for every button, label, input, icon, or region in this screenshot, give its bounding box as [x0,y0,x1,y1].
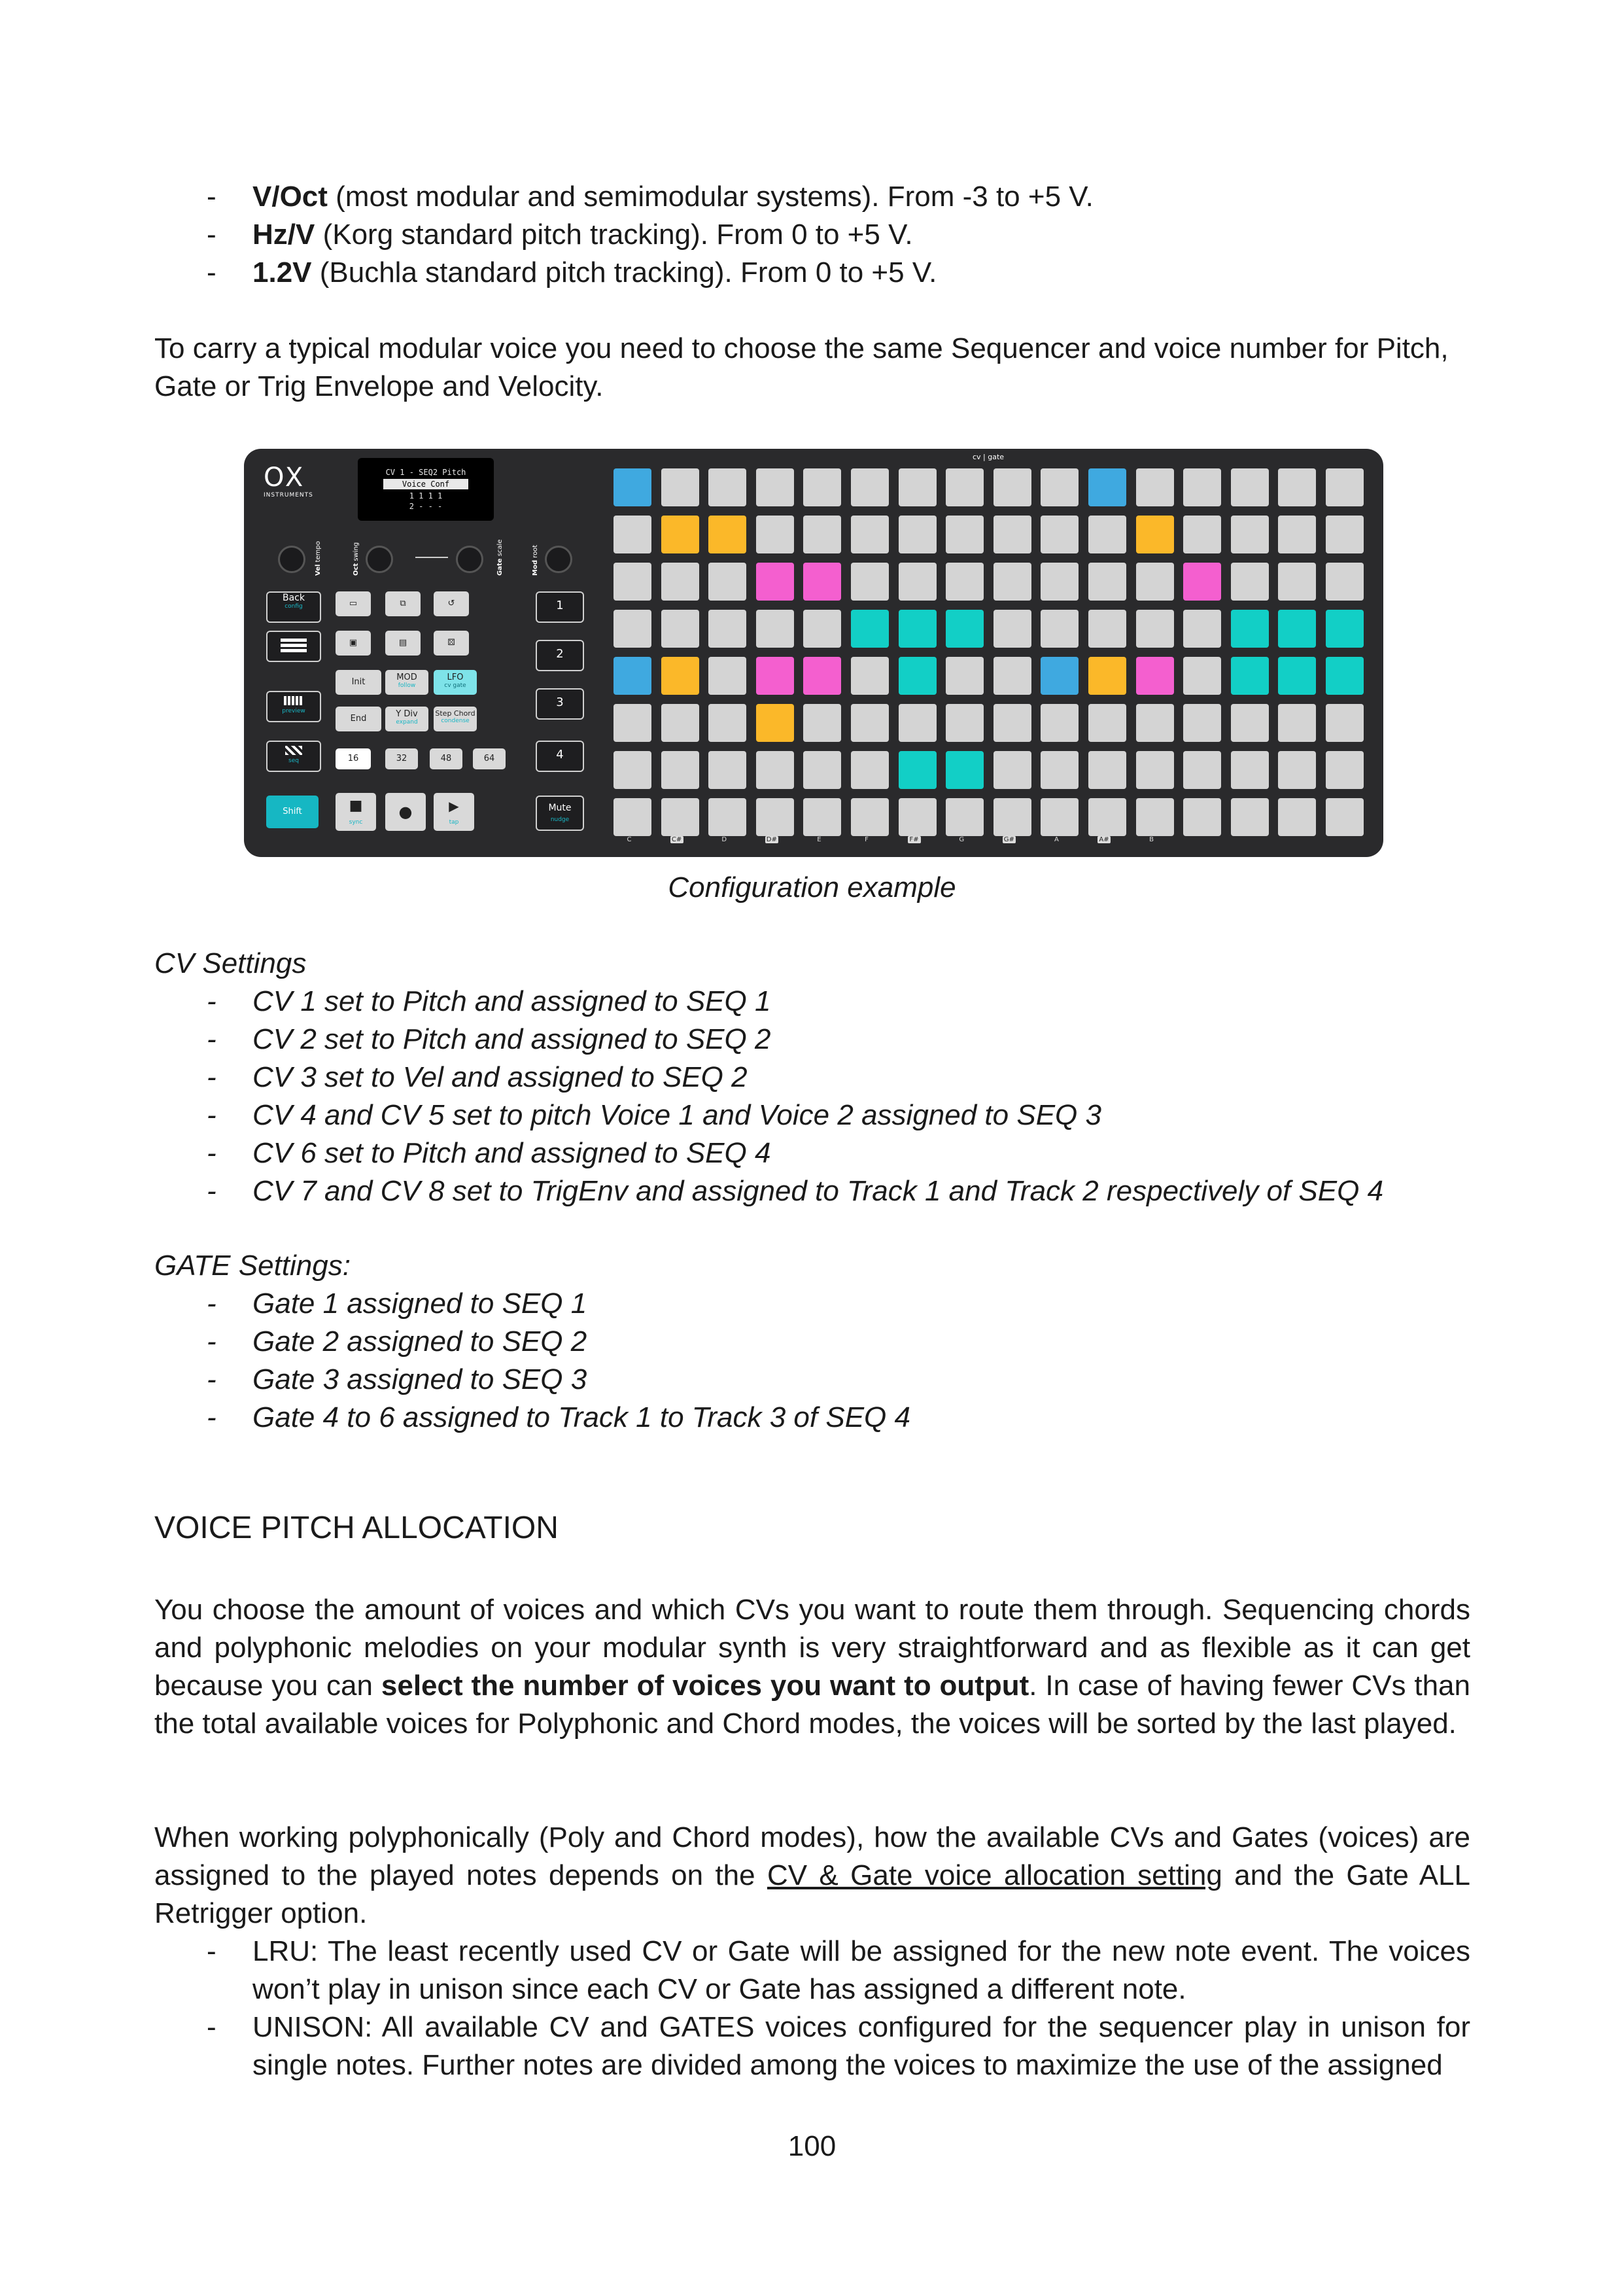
grid-pad[interactable] [946,468,984,506]
grid-pad[interactable] [756,798,794,836]
length-32-button[interactable]: 32 [385,748,418,769]
gate-settings-title: GATE Settings: [154,1250,351,1282]
grid-pad[interactable] [613,798,651,836]
grid-pad[interactable] [708,563,746,601]
bullet-dash: - [207,1363,216,1395]
paragraph-polyphonic: When working polyphonically (Poly and Chord modes), how the available CVs and Gates (voices) are assigned to the played notes depends on the CV & Gate voice allocation setting and the Gate ALL Retrigger option. [154,1821,1471,1929]
list-item-text: Gate 2 assigned to SEQ 2 [252,1325,587,1358]
grid-pad[interactable] [756,704,794,742]
note-label: G [959,836,965,843]
note-label: A# [1097,836,1111,843]
bullet-dash: - [207,1061,216,1093]
screen-line: 2 - - - [409,502,443,511]
note-label: A [1054,836,1059,843]
grid-pad[interactable] [1041,657,1079,695]
list-item-text: Gate 4 to 6 assigned to Track 1 to Track 3 of SEQ 4 [252,1401,910,1433]
preview-button[interactable]: preview [266,691,321,722]
grid-pad[interactable] [613,704,651,742]
knob-divider [415,557,448,558]
bullet-dash: - [207,219,216,251]
grid-pad[interactable] [1136,563,1174,601]
list-item-text: CV 7 and CV 8 set to TrigEnv and assigned to Track 1 and Track 2 respectively of SEQ 4 [252,1175,1384,1207]
allocation-setting-link[interactable]: CV & Gate voice allocation setting [767,1859,1222,1891]
ox-logo [264,463,313,499]
random-button[interactable] [434,631,469,656]
grid-pad[interactable] [1041,468,1079,506]
grid-pad[interactable] [1136,516,1174,553]
shift-button[interactable]: Shift [266,796,319,828]
grid-pad[interactable] [899,657,937,695]
seq-1-button[interactable]: 1 [536,591,584,623]
intro-paragraph: To carry a typical modular voice you need to choose the same Sequencer and voice number for Pitch, Gate or Trig Envelope and Velocity. [154,332,1449,402]
grid-pad[interactable] [1326,563,1364,601]
grid-pad[interactable] [946,798,984,836]
list-item-text: CV 6 set to Pitch and assigned to SEQ 4 [252,1137,771,1169]
grid-pad[interactable] [1278,704,1316,742]
note-label: C [627,836,632,843]
grid-pad[interactable] [1088,657,1126,695]
grid-pad[interactable] [1278,751,1316,789]
save-button[interactable] [336,631,371,656]
grid-pad[interactable] [756,468,794,506]
seq-button[interactable]: seq [266,741,321,772]
copy-button[interactable] [385,591,421,616]
grid-pad[interactable] [756,563,794,601]
grid-pad[interactable] [1088,563,1126,601]
grid-pad[interactable] [993,798,1031,836]
bold-phrase: select the number of voices you want to output [381,1670,1029,1702]
note-label: F# [908,836,921,843]
piano-icon [284,696,303,705]
record-button[interactable] [385,793,426,831]
stop-icon: ■ [349,797,363,814]
grid-pad[interactable] [851,657,889,695]
grid-pad[interactable] [661,704,699,742]
grid-pad[interactable] [1088,798,1126,836]
list-item-text: Gate 1 assigned to SEQ 1 [252,1288,587,1320]
section-heading: VOICE PITCH ALLOCATION [154,1511,559,1545]
grid-pad[interactable] [993,563,1031,601]
grid-pad[interactable] [1231,563,1269,601]
undo-icon: ↺ [447,599,455,608]
record-icon: ● [398,803,413,821]
grid-pad[interactable] [613,657,651,695]
grid-pad[interactable] [661,798,699,836]
grid-pad[interactable] [708,516,746,553]
grid-pad[interactable] [661,751,699,789]
grid-pad[interactable] [1278,563,1316,601]
save-icon: ▣ [349,638,358,648]
bullet-dash: - [207,1401,216,1433]
grid-pad[interactable] [1136,704,1174,742]
grid-pad[interactable] [803,563,841,601]
grid-pad[interactable] [1183,751,1221,789]
grid-pad[interactable] [803,468,841,506]
bullet-text: UNISON: All available CV and GATES voices configured for the sequencer play in unison for single notes. Further notes are divided among the voices to maximize the use of the assigned [252,2011,1470,2081]
grid-pad[interactable] [946,563,984,601]
dice-icon: ⚄ [447,638,455,648]
paste-icon: ▤ [398,638,407,648]
grid-pad[interactable] [613,563,651,601]
length-16-button[interactable]: 16 [336,748,371,769]
grid-pad[interactable] [756,751,794,789]
seq-4-button[interactable]: 4 [536,741,584,772]
grid-pad[interactable] [1326,704,1364,742]
grid-pad[interactable] [803,610,841,648]
grid-pad[interactable] [1041,751,1079,789]
screen-line: CV 1 - SEQ2 Pitch [385,468,466,477]
paragraph-voices: You choose the amount of voices and which CVs you want to route them through. Sequencing chords and polyphonic melodies on your modular synth is very straightforward and as flexible as it can get because you can select the number of voices you want to output. In case of having fewer CVs than the total available voices for Polyphonic and Chord modes, the voices will be sorted by the last played. [154,1594,1470,1740]
knob-label: Oct swing [353,542,360,576]
grid-pad[interactable] [993,468,1031,506]
grid-pad[interactable] [803,798,841,836]
grid-pad[interactable] [1183,468,1221,506]
bullet-dash: - [207,1023,216,1055]
grid-pad[interactable] [946,516,984,553]
bullet-dash: - [207,1288,216,1320]
note-label: E [817,836,821,843]
grid-pad[interactable] [661,610,699,648]
grid-pad[interactable] [1231,468,1269,506]
grid-pad[interactable] [1231,798,1269,836]
note-label: D# [766,836,777,843]
grid-pad[interactable] [1183,657,1221,695]
grid-pad[interactable] [1041,798,1079,836]
stop-button[interactable]: ■ sync [336,793,376,831]
length-64-button[interactable]: 64 [473,748,506,769]
grid-pad[interactable] [899,704,937,742]
figure-caption: Configuration example [668,871,956,903]
grid-pad[interactable] [1326,798,1364,836]
bullet-dash: - [207,1137,216,1169]
list-item-text: CV 2 set to Pitch and assigned to SEQ 2 [252,1023,771,1055]
grid-pad[interactable] [708,657,746,695]
grid-pad[interactable] [1326,468,1364,506]
grid-pad[interactable] [851,798,889,836]
bullet-term: Hz/V [252,219,315,251]
seq-icon [285,746,302,755]
bullet-dash: - [207,985,216,1017]
bullet-text: (Korg standard pitch tracking). From 0 to +5 V. [315,219,913,251]
list-item-text: CV 1 set to Pitch and assigned to SEQ 1 [252,985,771,1017]
list-item-text: CV 4 and CV 5 set to pitch Voice 1 and Voice 2 assigned to SEQ 3 [252,1099,1101,1131]
grid-pad[interactable] [1278,657,1316,695]
mod-button[interactable]: MOD follow [385,670,428,695]
grid-pad[interactable] [1278,798,1316,836]
grid-pad[interactable] [851,751,889,789]
grid-pad[interactable] [946,704,984,742]
bullet-dash: - [207,1935,216,1967]
grid-pad[interactable] [946,751,984,789]
grid-pad[interactable] [803,657,841,695]
grid-pad[interactable] [708,704,746,742]
grid-pad[interactable] [1136,798,1174,836]
step-chord-button[interactable]: Step Chord condense [434,707,477,731]
knob-label: Mod root [532,544,539,576]
bullet-text: (most modular and semimodular systems). From -3 to +5 V. [327,181,1094,213]
init-button[interactable]: Init [336,670,381,695]
bullet-text: LRU: The least recently used CV or Gate will be assigned for the new note event. The voices won’t play in unison since each CV or Gate has assigned a different note. [252,1935,1470,2005]
play-button[interactable]: ▶ tap [434,793,474,831]
bullet-term: V/Oct [252,181,328,213]
seq-3-button[interactable]: 3 [536,688,584,720]
bullet-dash: - [207,1175,216,1207]
grid-pad[interactable] [661,657,699,695]
grid-pad[interactable] [803,516,841,553]
grid-pad[interactable] [1041,563,1079,601]
grid-pad[interactable] [661,516,699,553]
grid-pad[interactable] [1231,704,1269,742]
oct-knob[interactable] [366,546,393,573]
grid-pad[interactable] [1326,610,1364,648]
grid-pad[interactable] [1088,468,1126,506]
grid-pad[interactable] [1183,798,1221,836]
note-label: G# [1003,836,1014,843]
grid-pad[interactable] [1231,610,1269,648]
grid-pad[interactable] [946,657,984,695]
ydiv-button[interactable]: Y Div expand [385,707,428,731]
knob-label: Gate scale [496,539,504,576]
oled-screen [358,458,494,521]
lfo-button[interactable]: LFO cv gate [434,670,477,695]
paste-button[interactable] [385,631,421,656]
grid-pad[interactable] [899,468,937,506]
grid-pad[interactable] [1278,610,1316,648]
grid-pad[interactable] [1326,657,1364,695]
grid-pad[interactable] [1183,563,1221,601]
list-item-text: Gate 3 assigned to SEQ 3 [252,1363,587,1395]
logo-subtitle: INSTRUMENTS [264,492,313,499]
grid-pad[interactable] [851,704,889,742]
folder-button[interactable] [336,591,371,616]
grid-pad[interactable] [661,468,699,506]
grid-pad[interactable] [613,516,651,553]
grid-pad[interactable] [756,516,794,553]
grid-pad[interactable] [803,751,841,789]
grid-pad[interactable] [851,610,889,648]
grid-pad[interactable] [1088,610,1126,648]
knob-label: Vel tempo [315,541,322,576]
grid-pad[interactable] [1136,657,1174,695]
grid-pad[interactable] [993,704,1031,742]
grid-pad[interactable] [1326,516,1364,553]
grid-pad[interactable] [613,468,651,506]
cv-settings-title: CV Settings [154,947,307,979]
end-button[interactable]: End [336,707,381,731]
grid-pad[interactable] [1136,468,1174,506]
bullet-dash: - [207,181,216,213]
grid-pad[interactable] [1088,751,1126,789]
folder-icon: ▭ [349,599,358,608]
grid-pad[interactable] [613,610,651,648]
grid-pad[interactable] [708,751,746,789]
grid-pad[interactable] [946,610,984,648]
bullet-dash: - [207,1325,216,1358]
grid-icon [281,639,307,653]
note-label: B [1149,836,1154,843]
grid-pad[interactable] [613,751,651,789]
grid-pad[interactable] [1278,516,1316,553]
undo-button[interactable] [434,591,469,616]
grid-pad[interactable] [1041,610,1079,648]
grid-pad[interactable] [708,468,746,506]
grid-pad[interactable] [1231,751,1269,789]
bullet-dash: - [207,256,216,289]
grid-pad[interactable] [993,657,1031,695]
grid-pad[interactable] [1183,610,1221,648]
grid-pad[interactable] [661,563,699,601]
pattern-view-button[interactable] [266,631,321,662]
vel-knob[interactable] [278,546,305,573]
grid-pad[interactable] [899,516,937,553]
grid-pad[interactable] [1041,704,1079,742]
grid-pad[interactable] [851,563,889,601]
grid-pad[interactable] [851,468,889,506]
grid-pad[interactable] [803,704,841,742]
device-image [244,449,1383,857]
grid-pad[interactable] [899,563,937,601]
note-label: D [721,836,727,843]
note-label: C# [670,836,683,843]
grid-pad[interactable] [1136,751,1174,789]
grid-pad[interactable] [756,657,794,695]
grid-pad[interactable] [1326,751,1364,789]
bullet-text: (Buchla standard pitch tracking). From 0 to +5 V. [311,256,937,289]
bullet-dash: - [207,1099,216,1131]
gate-knob[interactable] [456,546,483,573]
length-48-button[interactable]: 48 [430,748,462,769]
bullet-dash: - [207,2011,216,2043]
screen-line: 1 1 1 1 [409,491,443,500]
back-button[interactable]: Back config [266,591,321,623]
seq-2-button[interactable]: 2 [536,640,584,671]
grid-pad[interactable] [1088,516,1126,553]
grid-pad[interactable] [708,798,746,836]
mute-button[interactable]: Mute nudge [536,796,584,831]
bullet-term: 1.2V [252,256,312,289]
screen-line: Voice Conf [383,479,468,489]
note-label: F [865,836,869,843]
grid-pad[interactable] [1278,468,1316,506]
page-number: 100 [787,2130,837,2162]
grid-pad[interactable] [993,751,1031,789]
grid-pad[interactable] [1041,516,1079,553]
mod-knob[interactable] [545,546,572,573]
grid-pad[interactable] [899,798,937,836]
grid-pad[interactable] [993,516,1031,553]
play-icon: ▶ [449,798,459,814]
list-item-text: CV 3 set to Vel and assigned to SEQ 2 [252,1061,748,1093]
grid-pad[interactable] [899,610,937,648]
grid-pad[interactable] [1136,610,1174,648]
grid-pad[interactable] [1183,516,1221,553]
cv-gate-label: cv | gate [973,453,1005,461]
copy-icon: ⧉ [400,599,406,608]
grid-pad[interactable] [708,610,746,648]
grid-pad[interactable] [756,610,794,648]
grid-pad[interactable] [899,751,937,789]
grid-pad[interactable] [1231,657,1269,695]
logo-mark: OX [264,463,306,493]
grid-pad[interactable] [851,516,889,553]
grid-pad[interactable] [1183,704,1221,742]
grid-pad[interactable] [993,610,1031,648]
grid-pad[interactable] [1231,516,1269,553]
grid-pad[interactable] [1088,704,1126,742]
